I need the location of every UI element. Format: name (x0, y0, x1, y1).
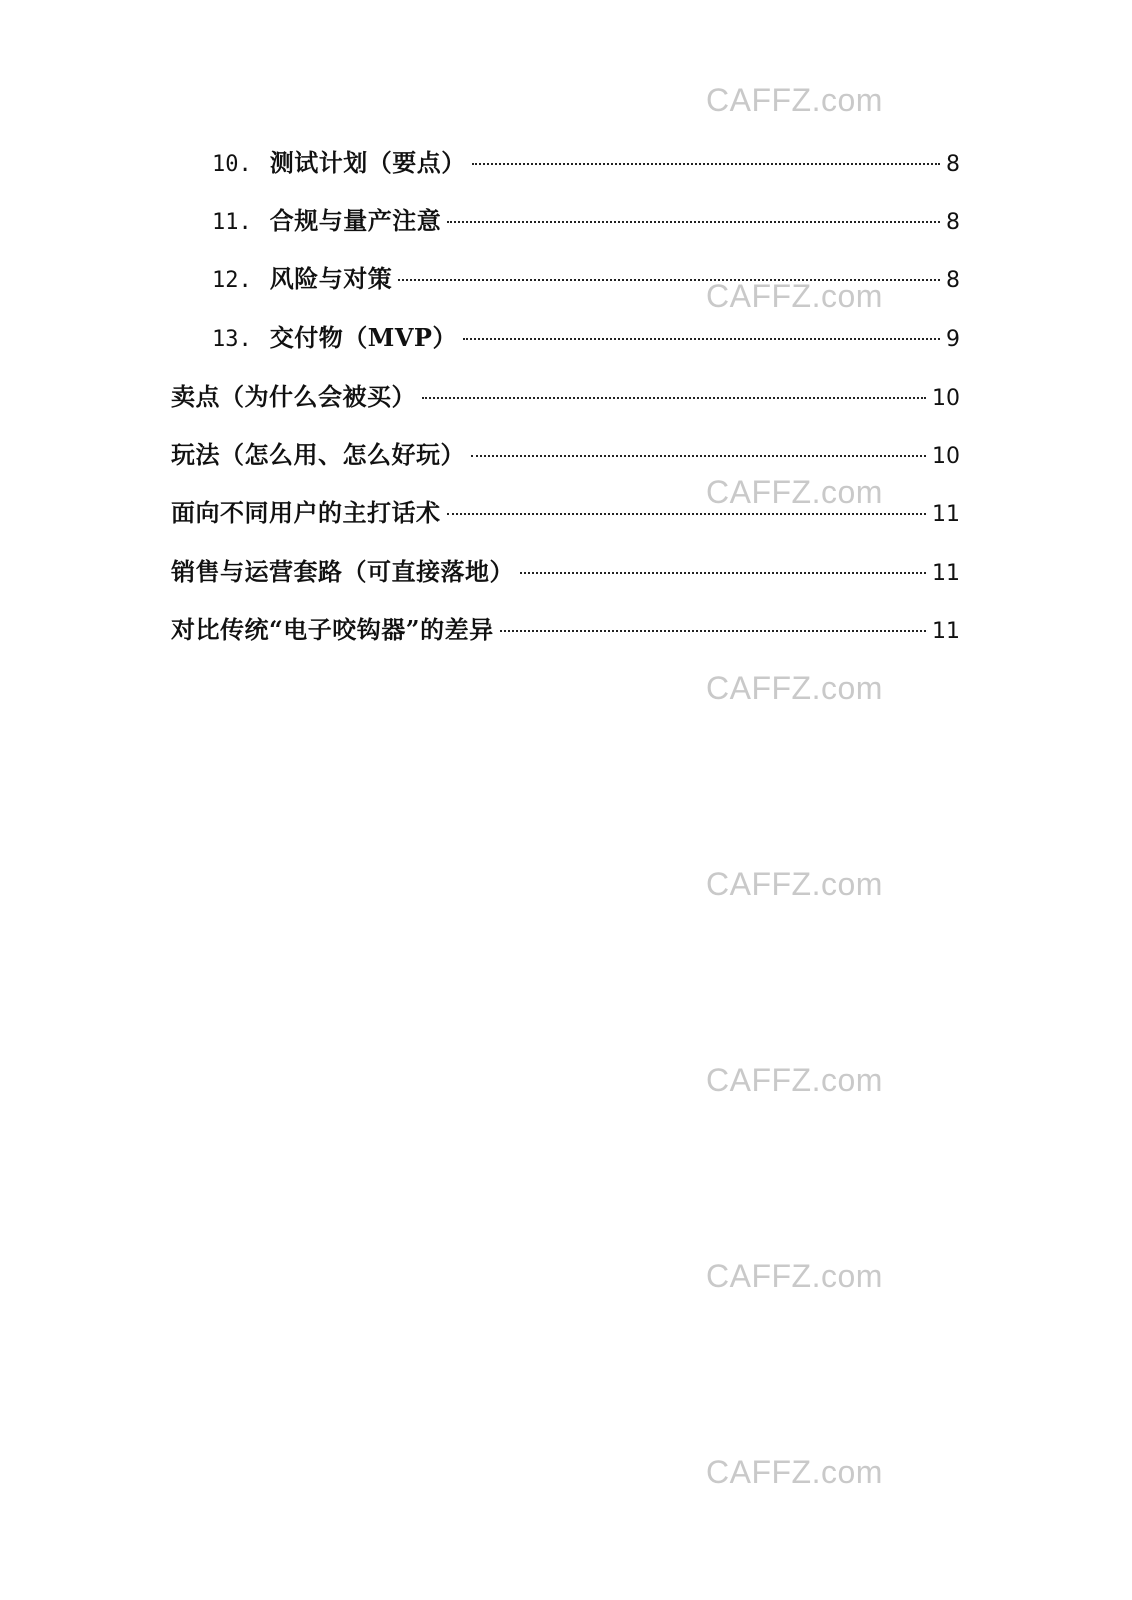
dot-leader (500, 630, 926, 632)
watermark: CAFFZ.com (706, 1454, 883, 1490)
toc-entry-title: 销售与运营套路（可直接落地） (171, 557, 514, 586)
dot-leader (398, 279, 940, 281)
toc-entry-10[interactable] (212, 146, 960, 180)
toc-entry-page: 11 (932, 561, 960, 586)
toc-entry-12[interactable] (212, 262, 960, 296)
toc-entry-title: 合规与量产注意 (269, 206, 442, 235)
toc-entry-title: 面向不同用户的主打话术 (171, 498, 441, 527)
watermark: CAFFZ.com (706, 670, 883, 706)
toc-entry-gameplay[interactable] (171, 438, 960, 472)
toc-entry-user-pitch[interactable] (171, 496, 960, 530)
toc-entry-title: 风险与对策 (269, 264, 393, 293)
dot-leader (471, 455, 926, 457)
watermark: CAFFZ.com (706, 278, 883, 314)
toc-entry-number: 10. (212, 152, 252, 177)
dot-leader (463, 338, 940, 340)
toc-entry-title: 对比传统“电子咬钩器”的差异 (171, 615, 494, 644)
toc-entry-page: 11 (932, 619, 960, 644)
toc-entry-number: 12. (212, 268, 252, 293)
dot-leader (472, 163, 940, 165)
watermark: CAFFZ.com (706, 82, 883, 118)
toc-entry-13[interactable] (212, 321, 960, 355)
dot-leader (447, 513, 927, 515)
toc-entry-11[interactable] (212, 204, 960, 238)
toc-entry-page: 8 (946, 152, 960, 177)
toc-entry-number: 11. (212, 210, 252, 235)
dot-leader (520, 572, 926, 574)
toc-entry-page: 9 (946, 327, 960, 352)
toc-entry-sales-ops[interactable] (171, 555, 960, 589)
dot-leader (447, 221, 940, 223)
watermark: CAFFZ.com (706, 866, 883, 902)
watermark: CAFFZ.com (706, 474, 883, 510)
toc-entry-title: 卖点（为什么会被买） (171, 382, 416, 411)
watermark: CAFFZ.com (706, 1258, 883, 1294)
watermark: CAFFZ.com (706, 1062, 883, 1098)
dot-leader (422, 397, 926, 399)
toc-entry-selling-points[interactable] (171, 380, 960, 414)
toc-entry-page: 11 (932, 502, 960, 527)
toc-entry-title: 玩法（怎么用、怎么好玩） (171, 440, 465, 469)
toc-entry-number: 13. (212, 327, 252, 352)
toc-entry-comparison[interactable] (171, 613, 960, 647)
toc-entry-title: 测试计划（要点） (269, 148, 466, 177)
toc-entry-page: 8 (946, 210, 960, 235)
toc-entry-page: 10 (932, 444, 960, 469)
toc-entry-page: 10 (932, 386, 960, 411)
toc-entry-page: 8 (946, 268, 960, 293)
toc-entry-title: 交付物（MVP） (269, 323, 457, 352)
